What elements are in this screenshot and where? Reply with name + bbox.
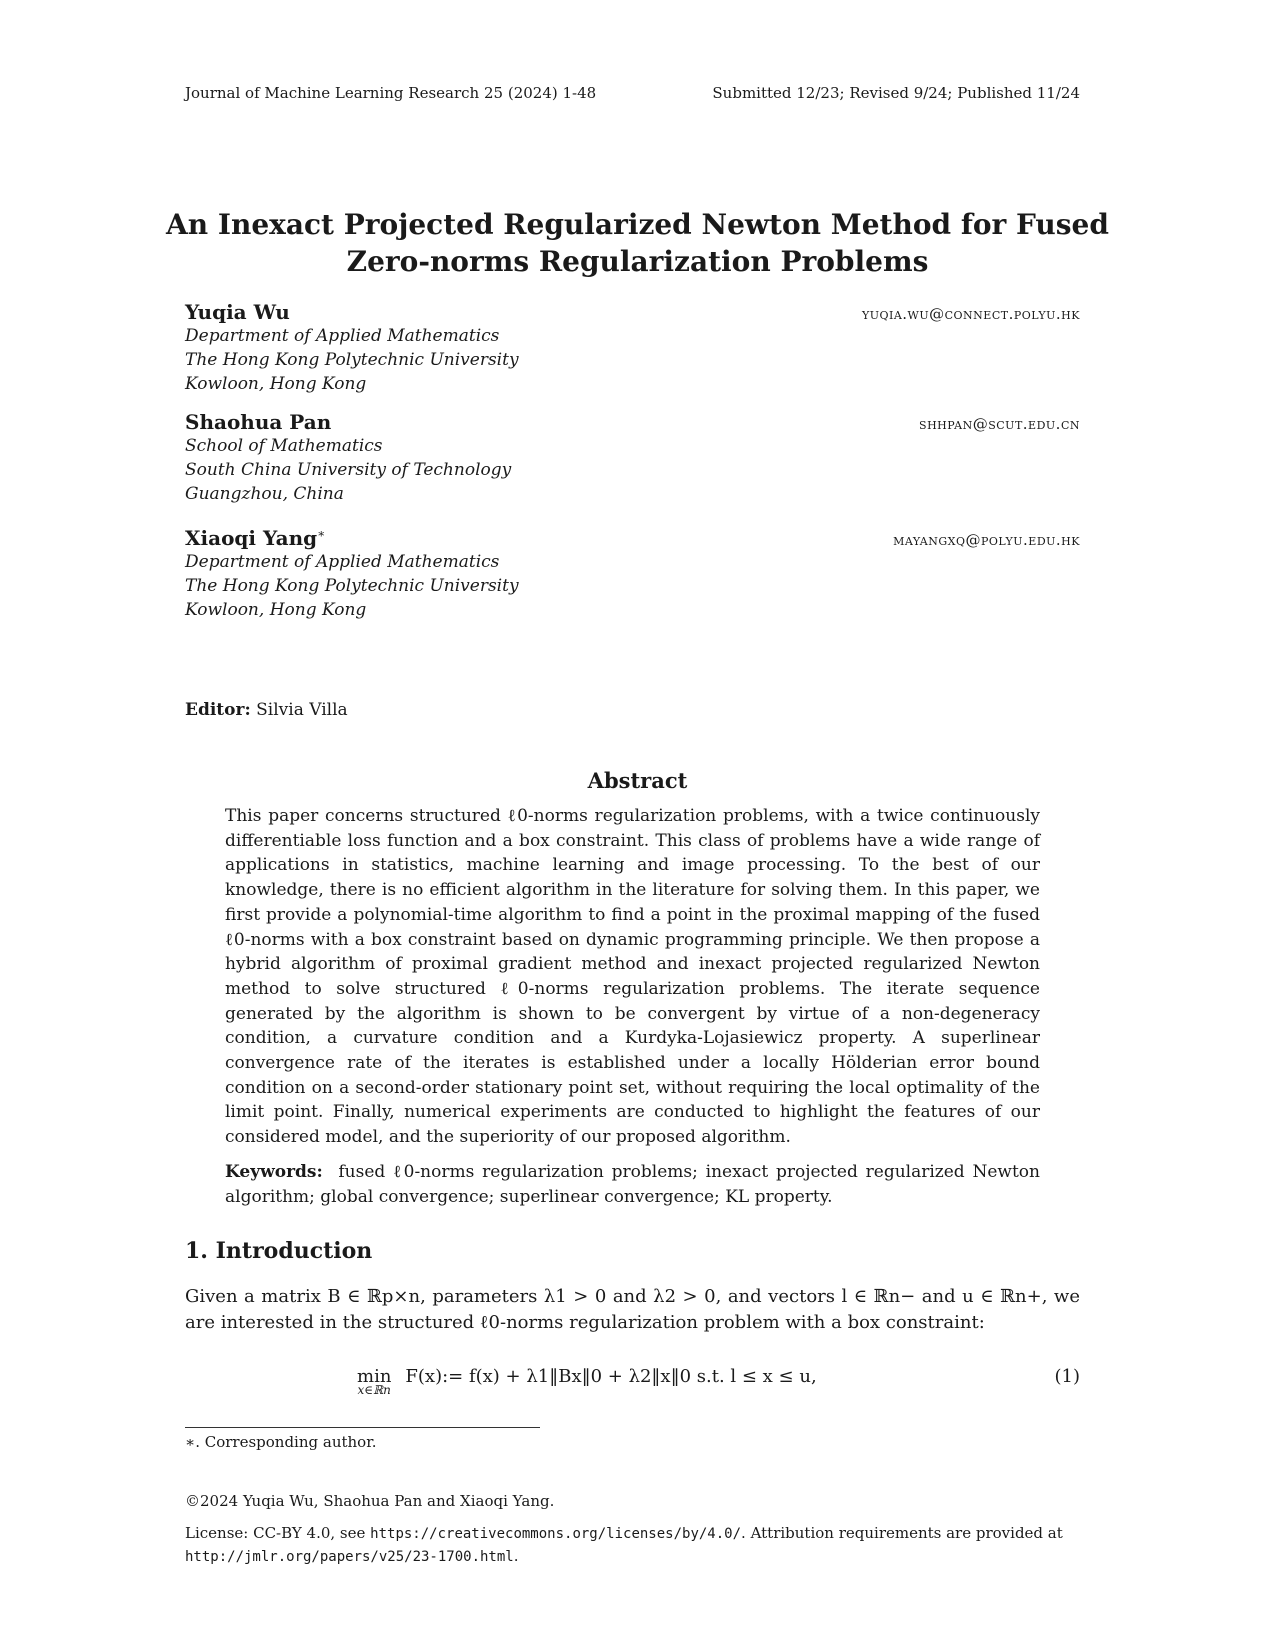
author-email: shhpan@scut.edu.cn: [919, 415, 1080, 433]
author-affiliation: The Hong Kong Polytechnic University: [185, 350, 519, 370]
equation-min-operator: min x∈ℝn: [357, 1366, 392, 1397]
title-line-1: An Inexact Projected Regularized Newton Method for Fused: [166, 208, 1109, 241]
author-block: [185, 526, 1080, 622]
author-affiliation: Kowloon, Hong Kong: [185, 600, 367, 620]
footnote-divider: [185, 1427, 540, 1428]
paper-link[interactable]: http://jmlr.org/papers/v25/23-1700.html: [185, 1549, 514, 1565]
author-name: Shaohua Pan: [185, 410, 332, 434]
author-affiliation: School of Mathematics: [185, 436, 383, 456]
keywords-label: Keywords:: [225, 1162, 323, 1182]
running-head: [185, 84, 1080, 102]
author-affiliation: Kowloon, Hong Kong: [185, 374, 367, 394]
author-affiliation: Guangzhou, China: [185, 484, 344, 504]
author-affiliation: Department of Applied Mathematics: [185, 552, 500, 572]
author-email: yuqia.wu@connect.polyu.hk: [861, 305, 1080, 323]
paper-title: [150, 206, 1125, 280]
author-affiliation: Department of Applied Mathematics: [185, 326, 500, 346]
author-affiliation: The Hong Kong Polytechnic University: [185, 576, 519, 596]
editor-line: [185, 700, 348, 720]
section-heading: 1. Introduction: [185, 1238, 373, 1264]
license-link[interactable]: https://creativecommons.org/licenses/by/4.0/: [370, 1526, 742, 1542]
author-block: [185, 300, 1080, 396]
author-name: Xiaoqi Yang∗: [185, 526, 326, 550]
author-affiliation: South China University of Technology: [185, 460, 512, 480]
abstract-text: This paper concerns structured ℓ0-norms regularization problems, with a twice continuously differentiable loss function and a box constraint. This class of problems have a wide range of applications in statistics, machine learning and image processing. To the best of our knowledge, there is no efficient algorithm in the literature for solving them. In this paper, we first provide a polynomial-time algorithm to find a point in the proximal mapping of the fused ℓ0-norms with a box constraint based on dynamic programming principle. We then propose a hybrid algorithm of proximal gradient method and inexact projected regularized Newton method to solve structured ℓ0-norms regularization problems. The iterate sequence generated by the algorithm is shown to be convergent by virtue of a non-degeneracy condition, a curvature condition and a Kurdyka-Lojasiewicz property. A superlinear convergence rate of the iterates is established under a locally Hölderian error bound condition on a second-order stationary point set, without requiring the local optimality of the limit point. Finally, numerical experiments are conducted to highlight the features of our considered model, and the superiority of our proposed algorithm.: [225, 806, 1040, 1148]
title-line-2: Zero-norms Regularization Problems: [346, 245, 929, 278]
author-email: mayangxq@polyu.edu.hk: [893, 531, 1080, 549]
author-block: [185, 410, 1080, 506]
publication-dates: Submitted 12/23; Revised 9/24; Published 11/24: [712, 84, 1080, 102]
license-notice: License: CC-BY 4.0, see https://creativecommons.org/licenses/by/4.0/. Attribution requirements are provided at http://jmlr.org/papers/v25/23-1700.html.: [185, 1524, 1063, 1565]
footnote: ∗. Corresponding author.: [185, 1433, 377, 1451]
equation-number: (1): [1054, 1366, 1080, 1387]
intro-paragraph: Given a matrix B ∈ ℝp×n, parameters λ1 > 0 and λ2 > 0, and vectors l ∈ ℝn− and u ∈ ℝn+, we are interested in the structured ℓ0-norms regularization problem with a box constraint:: [185, 1286, 1080, 1333]
equation-1: [185, 1366, 1080, 1426]
corresponding-mark: ∗: [317, 526, 326, 541]
equation-body: F(x):= f(x) + λ1‖Bx‖0 + λ2‖x‖0 s.t. l ≤ x ≤ u,: [405, 1366, 817, 1387]
keywords: [225, 1160, 1040, 1209]
author-name: Yuqia Wu: [185, 300, 290, 324]
copyright-notice: ©2024 Yuqia Wu, Shaohua Pan and Xiaoqi Yang.: [185, 1492, 555, 1510]
keywords-text: fused ℓ0-norms regularization problems; inexact projected regularized Newton algorithm; global convergence; superlinear convergence; KL property.: [225, 1162, 1040, 1207]
abstract-heading: Abstract: [587, 768, 688, 793]
journal-citation: Journal of Machine Learning Research 25 (2024) 1-48: [185, 84, 597, 102]
equation-min-subscript: x∈ℝn: [357, 1383, 391, 1397]
editor-label: Editor:: [185, 700, 251, 720]
editor-name: Silvia Villa: [256, 700, 348, 720]
